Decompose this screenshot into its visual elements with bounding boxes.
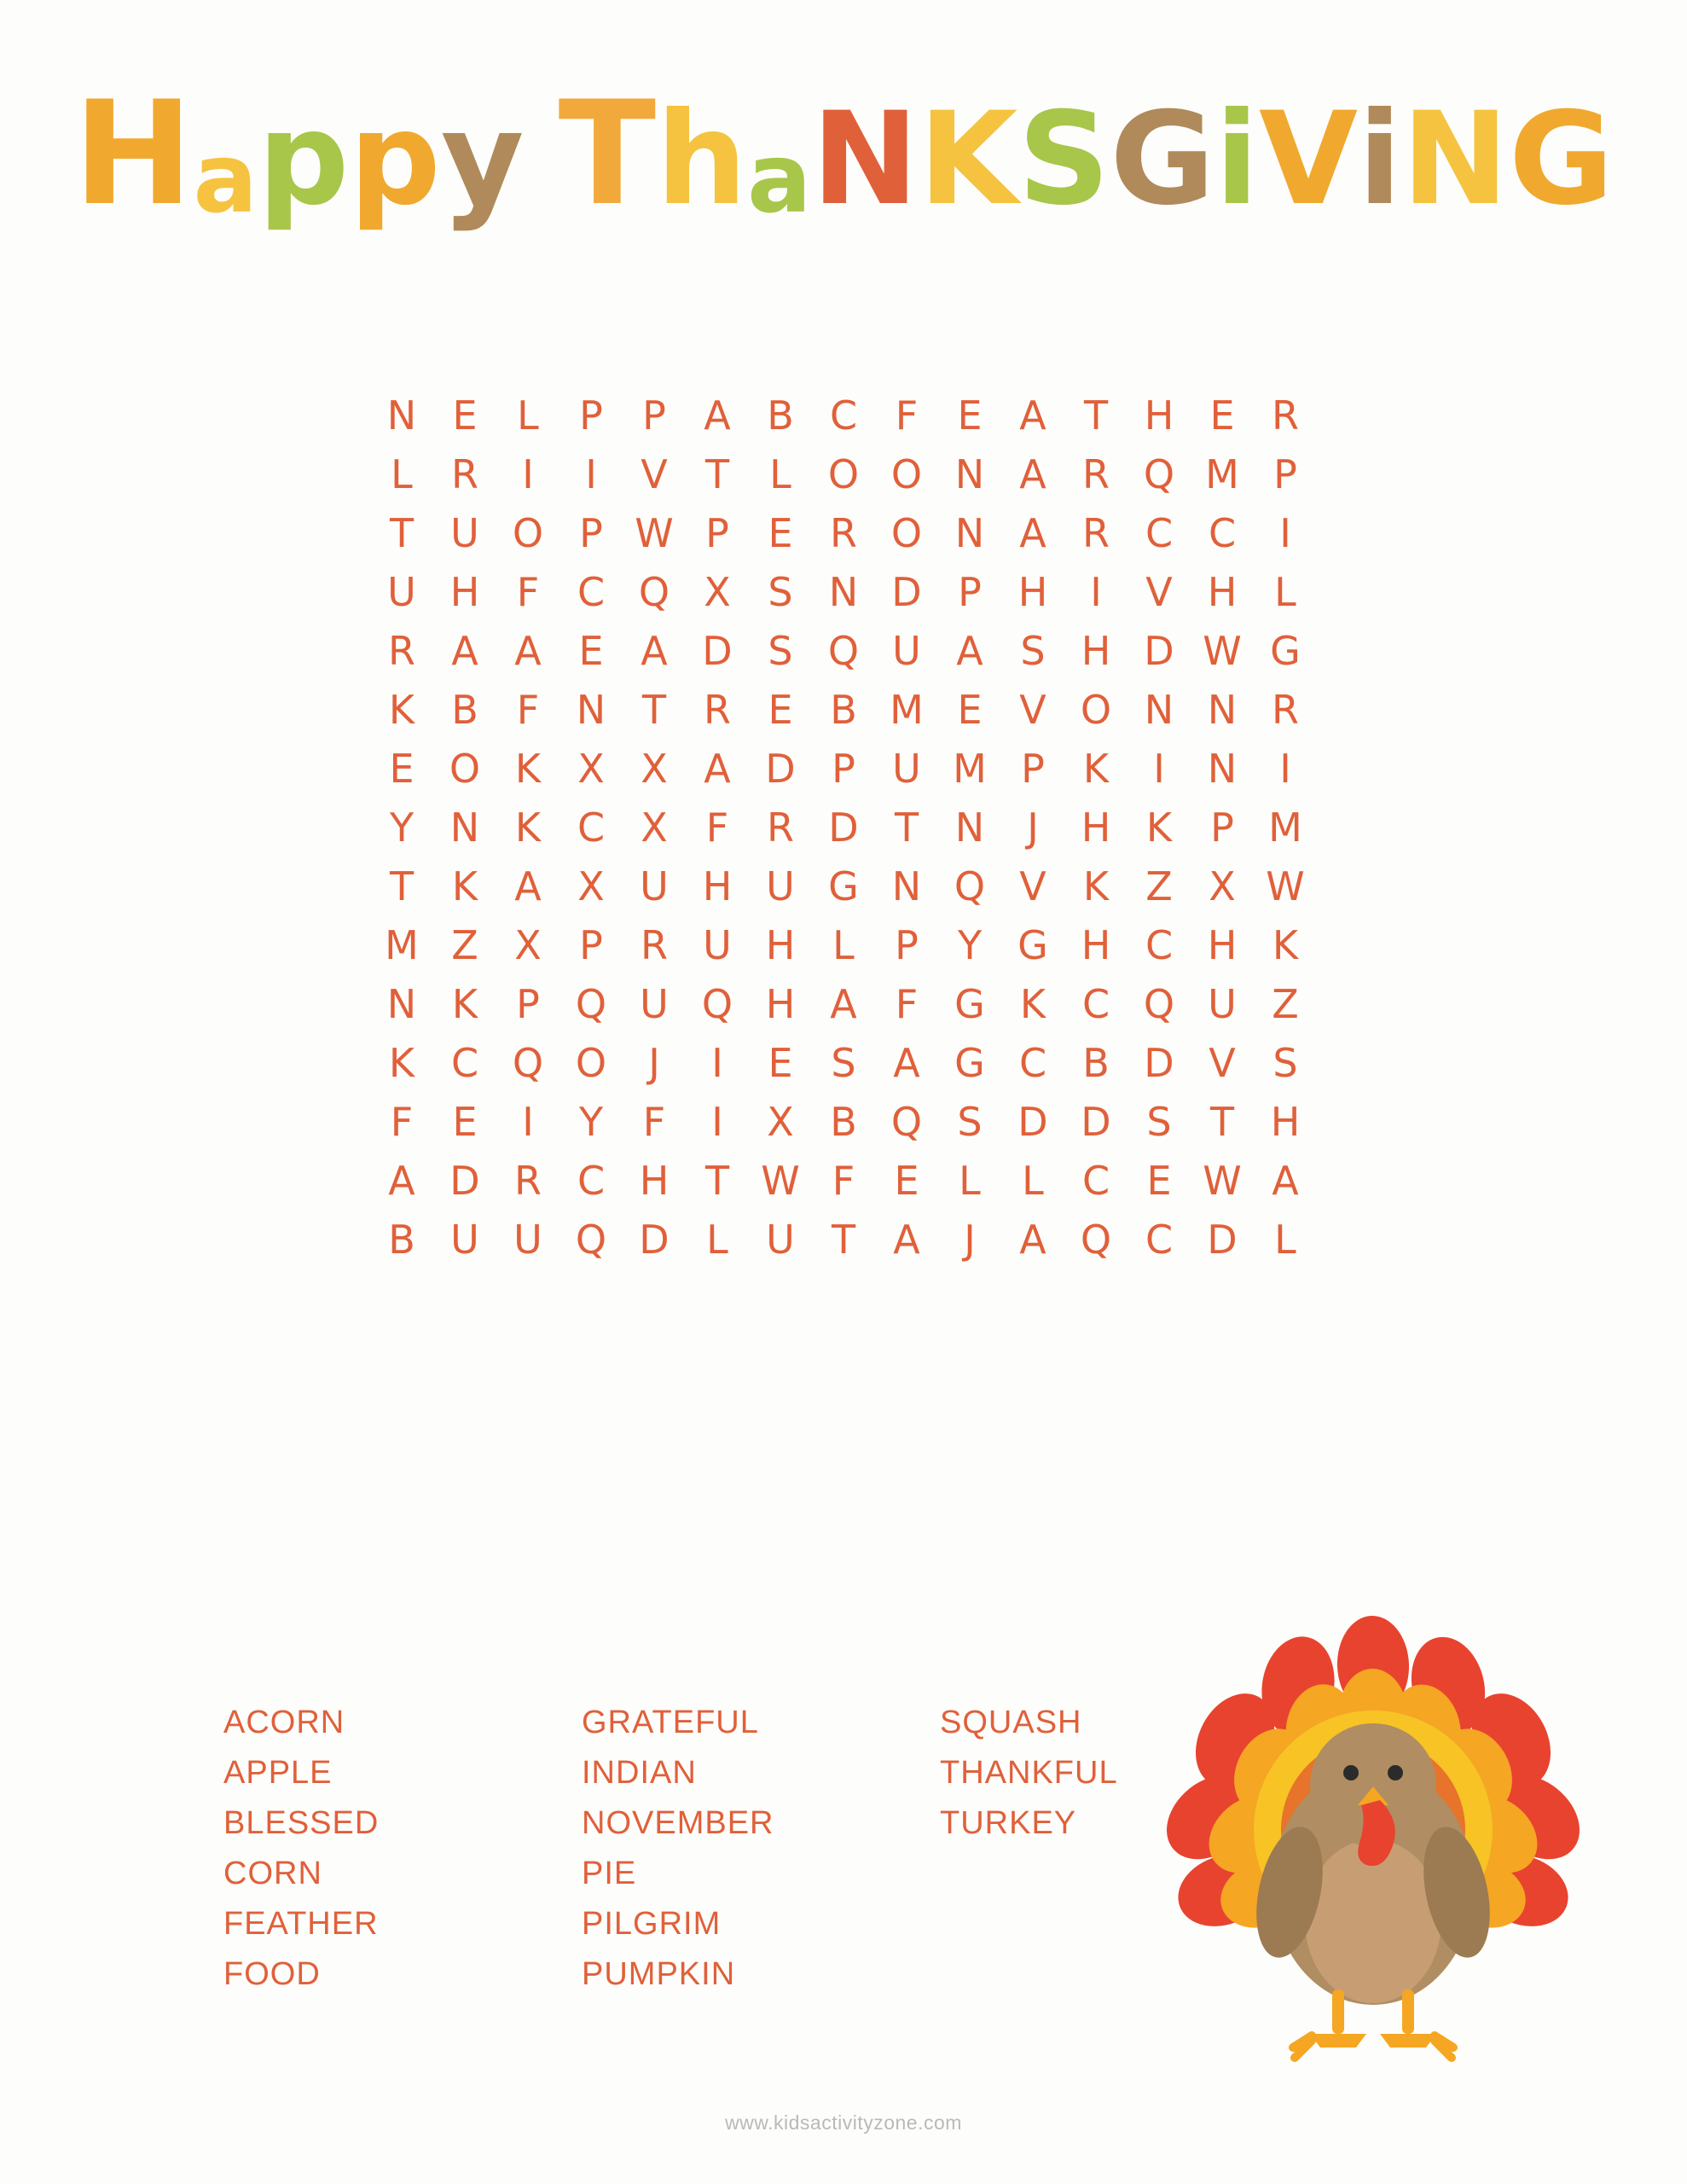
grid-cell[interactable]: D	[1144, 627, 1174, 674]
grid-cell[interactable]: M	[890, 686, 924, 733]
grid-cell[interactable]: J	[964, 1216, 976, 1263]
grid-row	[370, 974, 1317, 1033]
title-letter: G	[1509, 85, 1615, 234]
grid-cell[interactable]: O	[827, 450, 860, 497]
grid-cell[interactable]: G	[1270, 627, 1301, 674]
grid-row	[370, 1033, 1317, 1092]
grid-cell[interactable]: S	[1020, 627, 1046, 674]
grid-cell[interactable]: N	[828, 568, 859, 615]
grid-cell[interactable]: F	[642, 1098, 666, 1145]
turkey-illustration	[1109, 1604, 1638, 2082]
title-letter: G	[1110, 85, 1215, 234]
grid-cell[interactable]: H	[639, 1157, 670, 1204]
grid-cell[interactable]: I	[711, 1098, 723, 1145]
grid-cell[interactable]: E	[768, 1039, 793, 1086]
grid-cell[interactable]: A	[704, 392, 731, 439]
grid-cell[interactable]: A	[956, 627, 983, 674]
grid-cell[interactable]: X	[577, 863, 605, 909]
grid-cell[interactable]: E	[957, 392, 983, 439]
grid-cell[interactable]: P	[895, 921, 919, 968]
grid-cell[interactable]: M	[1205, 450, 1239, 497]
grid-cell[interactable]: I	[1279, 745, 1291, 792]
grid-cell[interactable]: R	[830, 509, 857, 556]
grid-cell[interactable]: A	[893, 1039, 920, 1086]
grid-row	[370, 1210, 1317, 1269]
word-search-grid	[0, 386, 1687, 1269]
grid-cell[interactable]: P	[579, 392, 603, 439]
grid-cell[interactable]: U	[892, 627, 921, 674]
grid-cell[interactable]: T	[641, 686, 667, 733]
grid-cell[interactable]: R	[704, 686, 731, 733]
grid-cell[interactable]: A	[1019, 392, 1046, 439]
grid-cell[interactable]: F	[705, 804, 729, 851]
grid-cell[interactable]: X	[514, 921, 542, 968]
grid-cell[interactable]: L	[517, 392, 539, 439]
grid-cell[interactable]: D	[828, 804, 859, 851]
title-letter: i	[1358, 85, 1402, 234]
grid-cell[interactable]: N	[954, 804, 985, 851]
grid-row	[370, 680, 1317, 739]
grid-cell[interactable]: R	[1272, 392, 1299, 439]
grid-cell[interactable]: F	[516, 686, 540, 733]
grid-cell[interactable]: C	[1081, 1157, 1110, 1204]
grid-cell[interactable]: E	[389, 745, 415, 792]
grid-cell[interactable]: C	[577, 568, 606, 615]
grid-cell[interactable]: K	[1082, 863, 1110, 909]
grid-cell[interactable]: Y	[389, 804, 415, 851]
grid-cell[interactable]: X	[641, 745, 668, 792]
grid-cell[interactable]: F	[832, 1157, 855, 1204]
grid-cell[interactable]: L	[706, 1216, 728, 1263]
grid-cell[interactable]: H	[1081, 804, 1111, 851]
grid-cell[interactable]: N	[386, 980, 417, 1027]
word-list-item[interactable]: FEATHER	[223, 1906, 379, 1942]
grid-cell[interactable]: S	[1272, 1039, 1298, 1086]
title-letter: y	[440, 85, 525, 234]
grid-cell[interactable]: K	[451, 980, 478, 1027]
grid-row	[370, 621, 1317, 680]
title-letter: i	[1215, 85, 1259, 234]
grid-cell[interactable]: D	[639, 1216, 670, 1263]
title-letter: p	[258, 85, 350, 234]
title-letter: V	[1258, 85, 1359, 234]
grid-cell[interactable]: T	[894, 804, 919, 851]
page-title	[0, 70, 1687, 237]
grid-cell[interactable]: U	[766, 863, 795, 909]
grid-cell[interactable]: E	[452, 392, 478, 439]
grid-cell[interactable]: B	[1082, 1039, 1110, 1086]
grid-cell[interactable]: N	[386, 392, 417, 439]
grid-cell[interactable]: K	[451, 863, 478, 909]
word-list-item[interactable]: PUMPKIN	[582, 1956, 736, 1992]
grid-cell[interactable]: O	[890, 509, 923, 556]
grid-cell[interactable]: N	[891, 863, 922, 909]
grid-cell[interactable]: C	[1018, 1039, 1047, 1086]
grid-cell[interactable]: D	[702, 627, 733, 674]
grid-cell[interactable]: C	[577, 804, 606, 851]
footer-url: www.kidsactivityzone.com	[725, 2111, 962, 2134]
grid-cell[interactable]: A	[514, 863, 542, 909]
grid-cell[interactable]: B	[767, 392, 794, 439]
grid-cell[interactable]: P	[1021, 745, 1045, 792]
grid-cell[interactable]: A	[1019, 1216, 1046, 1263]
grid-cell[interactable]: W	[761, 1157, 800, 1204]
grid-cell[interactable]: H	[1081, 627, 1111, 674]
grid-cell[interactable]: V	[1209, 1039, 1236, 1086]
word-list-item[interactable]: SQUASH	[940, 1705, 1082, 1740]
grid-cell[interactable]: J	[648, 1039, 660, 1086]
grid-cell[interactable]: Q	[827, 627, 860, 674]
title-letter: N	[1401, 85, 1510, 234]
grid-cell[interactable]: A	[704, 745, 731, 792]
grid-cell[interactable]: P	[516, 980, 540, 1027]
word-list-item[interactable]: ACORN	[223, 1705, 345, 1740]
grid-row	[370, 562, 1317, 621]
grid-cell[interactable]: U	[387, 568, 416, 615]
grid-cell[interactable]: Q	[701, 980, 733, 1027]
grid-cell[interactable]: I	[522, 450, 534, 497]
grid-cell[interactable]: G	[828, 863, 859, 909]
grid-cell[interactable]: U	[513, 1216, 542, 1263]
grid-cell[interactable]: C	[577, 1157, 606, 1204]
grid-cell[interactable]: H	[1144, 392, 1174, 439]
grid-cell[interactable]: Q	[638, 568, 670, 615]
grid-cell[interactable]: F	[895, 392, 919, 439]
grid-cell[interactable]: N	[954, 509, 985, 556]
grid-cell[interactable]: S	[1146, 1098, 1172, 1145]
word-list-column	[582, 1698, 940, 2000]
grid-cell[interactable]: N	[1144, 686, 1174, 733]
grid-cell[interactable]: B	[451, 686, 478, 733]
grid-cell[interactable]: L	[769, 450, 791, 497]
grid-cell[interactable]: A	[893, 1216, 920, 1263]
grid-cell[interactable]: H	[1207, 921, 1238, 968]
grid-cell[interactable]: R	[388, 627, 415, 674]
grid-cell[interactable]: N	[1207, 745, 1238, 792]
grid-cell[interactable]: L	[1022, 1157, 1044, 1204]
grid-row	[370, 798, 1317, 857]
grid-cell[interactable]: L	[959, 1157, 981, 1204]
grid-cell[interactable]: R	[1082, 509, 1110, 556]
grid-cell[interactable]: F	[895, 980, 919, 1027]
grid-cell[interactable]: H	[1207, 568, 1238, 615]
grid-cell[interactable]: S	[957, 1098, 983, 1145]
grid-cell[interactable]: D	[449, 1157, 480, 1204]
grid-cell[interactable]: P	[705, 509, 729, 556]
grid-cell[interactable]: X	[1209, 863, 1236, 909]
grid-cell[interactable]: Q	[512, 1039, 544, 1086]
grid-cell[interactable]: V	[641, 450, 668, 497]
grid-cell[interactable]: B	[830, 686, 857, 733]
grid-cell[interactable]: G	[1017, 921, 1048, 968]
grid-cell[interactable]: N	[1207, 686, 1238, 733]
grid-cell[interactable]: K	[388, 1039, 415, 1086]
grid-cell[interactable]: C	[829, 392, 858, 439]
grid-cell[interactable]: K	[1272, 921, 1299, 968]
grid-cell[interactable]: H	[765, 980, 796, 1027]
grid-cell[interactable]: P	[579, 921, 603, 968]
grid-cell[interactable]: T	[1083, 392, 1109, 439]
title-letter: a	[746, 124, 812, 235]
grid-cell[interactable]: E	[768, 686, 793, 733]
grid-cell[interactable]: R	[641, 921, 668, 968]
grid-cell[interactable]: U	[892, 745, 921, 792]
grid-cell[interactable]: E	[768, 509, 793, 556]
grid-cell[interactable]: O	[1080, 686, 1112, 733]
grid-cell[interactable]: Z	[1272, 980, 1299, 1027]
grid-cell[interactable]: A	[830, 980, 857, 1027]
word-list-item[interactable]: THANKFUL	[940, 1755, 1118, 1791]
grid-cell[interactable]: D	[1017, 1098, 1048, 1145]
grid-cell[interactable]: W	[1203, 1157, 1242, 1204]
title-letter: h	[656, 85, 747, 234]
grid-cell[interactable]: A	[641, 627, 668, 674]
grid-cell[interactable]: D	[1207, 1216, 1238, 1263]
grid-cell[interactable]: E	[957, 686, 983, 733]
grid-cell[interactable]: U	[766, 1216, 795, 1263]
title-letter: S	[1017, 85, 1110, 234]
grid-cell[interactable]: S	[768, 568, 793, 615]
grid-cell[interactable]: P	[642, 392, 666, 439]
grid-cell[interactable]: Z	[451, 921, 478, 968]
grid-cell[interactable]: U	[640, 980, 669, 1027]
grid-cell[interactable]: X	[641, 804, 668, 851]
grid-cell[interactable]: A	[1019, 450, 1046, 497]
grid-cell[interactable]: K	[388, 686, 415, 733]
grid-cell[interactable]: U	[1208, 980, 1237, 1027]
word-list-item[interactable]: PIE	[582, 1856, 637, 1891]
grid-cell[interactable]: H	[1270, 1098, 1301, 1145]
grid-cell[interactable]: D	[1081, 1098, 1111, 1145]
grid-cell[interactable]: A	[1019, 509, 1046, 556]
grid-cell[interactable]: S	[768, 627, 793, 674]
grid-cell[interactable]: A	[1272, 1157, 1299, 1204]
grid-row	[370, 386, 1317, 444]
word-list-item[interactable]: NOVEMBER	[582, 1805, 774, 1841]
grid-cell[interactable]: G	[954, 980, 985, 1027]
grid-cell[interactable]: O	[890, 450, 923, 497]
grid-cell[interactable]: P	[958, 568, 982, 615]
grid-cell[interactable]: P	[832, 745, 855, 792]
title-letter: K	[919, 85, 1018, 234]
word-list-item[interactable]: APPLE	[223, 1755, 333, 1791]
grid-cell[interactable]: H	[1081, 921, 1111, 968]
grid-cell[interactable]: C	[450, 1039, 479, 1086]
grid-cell[interactable]: Q	[575, 1216, 607, 1263]
grid-cell[interactable]: Q	[1080, 1216, 1112, 1263]
grid-cell[interactable]: A	[514, 627, 542, 674]
title-letter: N	[811, 85, 919, 234]
grid-cell[interactable]: Q	[575, 980, 607, 1027]
grid-cell[interactable]: T	[389, 509, 415, 556]
grid-cell[interactable]: L	[391, 450, 413, 497]
grid-cell[interactable]: F	[516, 568, 540, 615]
grid-cell[interactable]: I	[1153, 745, 1165, 792]
grid-cell[interactable]: Q	[1143, 980, 1175, 1027]
grid-cell[interactable]: U	[450, 509, 479, 556]
grid-row	[370, 739, 1317, 798]
grid-cell[interactable]: X	[767, 1098, 794, 1145]
title-letter: a	[193, 124, 258, 235]
grid-cell[interactable]: K	[1145, 804, 1173, 851]
grid-row	[370, 1151, 1317, 1210]
grid-cell[interactable]: M	[385, 921, 419, 968]
grid-cell[interactable]: R	[767, 804, 794, 851]
grid-cell[interactable]: I	[1279, 509, 1291, 556]
word-list-column	[223, 1698, 582, 2000]
grid-cell[interactable]: K	[1082, 745, 1110, 792]
word-list-item[interactable]: CORN	[223, 1856, 322, 1891]
grid-cell[interactable]: T	[389, 863, 415, 909]
word-list-item[interactable]: TURKEY	[940, 1805, 1077, 1841]
grid-cell[interactable]: L	[832, 921, 855, 968]
word-list-item[interactable]: INDIAN	[582, 1755, 697, 1791]
grid-cell[interactable]: P	[579, 509, 603, 556]
grid-cell[interactable]: R	[451, 450, 478, 497]
grid-cell[interactable]: T	[831, 1216, 856, 1263]
grid-cell[interactable]: I	[585, 450, 597, 497]
grid-cell[interactable]: N	[954, 450, 985, 497]
title-letter: T	[558, 70, 657, 237]
grid-cell[interactable]: Y	[578, 1098, 604, 1145]
grid-cell[interactable]: M	[953, 745, 987, 792]
grid-cell[interactable]: M	[1268, 804, 1302, 851]
grid-cell[interactable]: H	[449, 568, 480, 615]
word-list-item[interactable]: GRATEFUL	[582, 1705, 759, 1740]
grid-cell[interactable]: V	[1019, 863, 1046, 909]
grid-cell[interactable]: H	[702, 863, 733, 909]
grid-cell[interactable]: O	[449, 745, 481, 792]
grid-cell[interactable]: U	[703, 921, 732, 968]
grid-cell[interactable]: J	[1027, 804, 1039, 851]
grid-cell[interactable]: Z	[1145, 863, 1173, 909]
grid-cell[interactable]: C	[1081, 980, 1110, 1027]
grid-cell[interactable]: B	[830, 1098, 857, 1145]
grid-cell[interactable]: D	[765, 745, 796, 792]
grid-cell[interactable]: Q	[890, 1098, 923, 1145]
grid-row	[370, 1092, 1317, 1151]
grid-cell[interactable]: V	[1019, 686, 1046, 733]
grid-cell[interactable]: X	[704, 568, 731, 615]
word-list-item[interactable]: PILGRIM	[582, 1906, 722, 1942]
grid-cell[interactable]: S	[831, 1039, 856, 1086]
grid-cell[interactable]: O	[575, 1039, 607, 1086]
grid-cell[interactable]: A	[388, 1157, 415, 1204]
grid-cell[interactable]: U	[640, 863, 669, 909]
grid-cell[interactable]: O	[512, 509, 544, 556]
grid-cell[interactable]: C	[1145, 921, 1174, 968]
grid-cell[interactable]: T	[704, 1157, 730, 1204]
grid-cell[interactable]: N	[449, 804, 480, 851]
title-letter: H	[72, 70, 194, 237]
grid-cell[interactable]: L	[1274, 1216, 1296, 1263]
title-letter: p	[349, 85, 441, 234]
grid-cell[interactable]: D	[891, 568, 922, 615]
grid-cell[interactable]: P	[1210, 804, 1234, 851]
grid-cell[interactable]: I	[711, 1039, 723, 1086]
grid-cell[interactable]: R	[1082, 450, 1110, 497]
grid-row	[370, 857, 1317, 915]
grid-cell[interactable]: H	[1017, 568, 1048, 615]
grid-cell[interactable]: T	[1209, 1098, 1235, 1145]
grid-cell[interactable]: E	[578, 627, 604, 674]
word-list-item[interactable]: BLESSED	[223, 1805, 380, 1841]
grid-cell[interactable]: H	[765, 921, 796, 968]
grid-cell[interactable]: W	[635, 509, 674, 556]
grid-row	[370, 915, 1317, 974]
grid-cell[interactable]: Q	[1143, 450, 1175, 497]
grid-cell[interactable]: V	[1145, 568, 1173, 615]
grid-cell[interactable]: C	[1145, 1216, 1174, 1263]
grid-cell[interactable]: F	[390, 1098, 414, 1145]
word-list	[223, 1698, 1247, 2000]
grid-row	[370, 503, 1317, 562]
grid-cell[interactable]: W	[1203, 627, 1242, 674]
grid-cell[interactable]: C	[1145, 509, 1174, 556]
grid-cell[interactable]: K	[514, 745, 542, 792]
grid-cell[interactable]: D	[1144, 1039, 1174, 1086]
grid-cell[interactable]: K	[514, 804, 542, 851]
grid-cell[interactable]: R	[514, 1157, 542, 1204]
grid-cell[interactable]: A	[451, 627, 478, 674]
grid-cell[interactable]: L	[1274, 568, 1296, 615]
grid-cell[interactable]: E	[1209, 392, 1235, 439]
grid-cell[interactable]: K	[1019, 980, 1046, 1027]
grid-cell[interactable]: I	[522, 1098, 534, 1145]
grid-cell[interactable]: U	[450, 1216, 479, 1263]
grid-cell[interactable]: P	[1273, 450, 1297, 497]
grid-cell[interactable]: E	[452, 1098, 478, 1145]
grid-cell[interactable]: G	[954, 1039, 985, 1086]
grid-cell[interactable]: N	[576, 686, 606, 733]
grid-cell[interactable]: E	[894, 1157, 919, 1204]
grid-cell[interactable]: I	[1090, 568, 1102, 615]
grid-cell[interactable]: Q	[954, 863, 986, 909]
grid-cell[interactable]: R	[1272, 686, 1299, 733]
grid-cell[interactable]: X	[577, 745, 605, 792]
word-list-item[interactable]: FOOD	[223, 1956, 321, 1992]
grid-cell[interactable]: E	[1146, 1157, 1172, 1204]
grid-cell[interactable]: B	[388, 1216, 415, 1263]
grid-cell[interactable]: Y	[957, 921, 983, 968]
grid-cell[interactable]: T	[704, 450, 730, 497]
grid-cell[interactable]: C	[1208, 509, 1237, 556]
grid-cell[interactable]: W	[1266, 863, 1305, 909]
grid-row	[370, 444, 1317, 503]
